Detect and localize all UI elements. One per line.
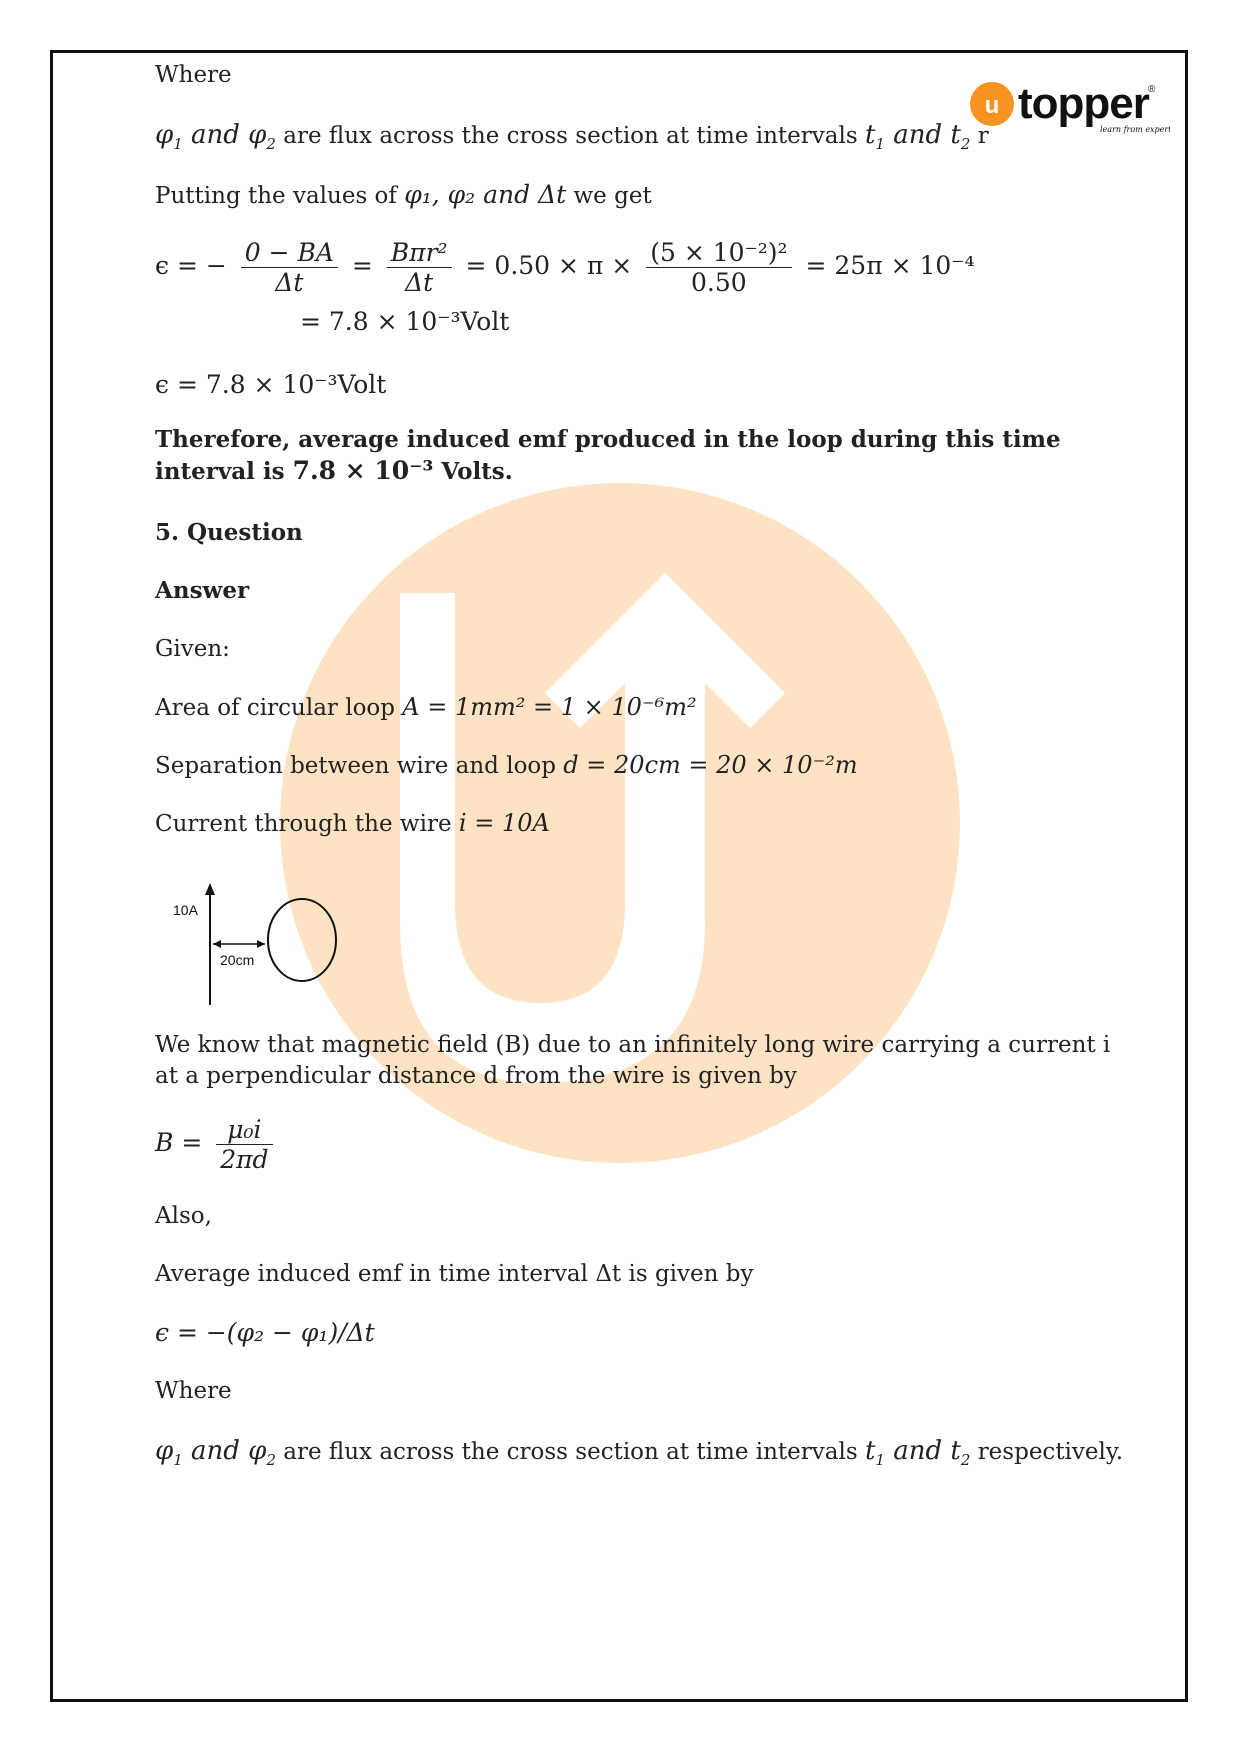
flux-definition-line-2: $\varphi_1$ and $\varphi_2$ are flux across the cross section at time intervals $t_1$ and $t_2$ respectively. xyxy=(155,1436,1124,1470)
svg-text:topper: topper xyxy=(1018,79,1149,128)
flux-text-2: are flux across the cross section at time intervals xyxy=(283,1439,858,1465)
putting-values-vars: φ₁, φ₂ and Δt xyxy=(404,180,567,209)
avg-emf-formula: ϵ = −(φ₂ − φ₁)/Δt xyxy=(155,1318,375,1347)
current-line: Current through the wire i = 10A xyxy=(155,809,550,837)
flux-tail-2: respectively. xyxy=(977,1439,1124,1465)
area-line: Area of circular loop A = 1mm² = 1 × 10⁻⁶m² xyxy=(155,693,697,721)
emf-result: ϵ = 7.8 × 10⁻³Volt xyxy=(155,370,387,399)
distance-label: 20cm xyxy=(220,952,255,968)
also-label: Also, xyxy=(155,1203,212,1229)
area-math: A = 1mm² = 1 × 10⁻⁶m² xyxy=(402,693,697,721)
conclusion-line-2: interval is 7.8 × 10⁻³ Volts. xyxy=(155,456,513,485)
conclusion-line-1: Therefore, average induced emf produced in the loop during this time xyxy=(155,426,1061,453)
conclusion-value: 7.8 × 10⁻³ xyxy=(292,456,434,485)
topper-logo xyxy=(970,78,1170,138)
emf-calculation: ϵ = − $\frac{0 - BA}{\Delta t}$ = $\frac{\text{Bπr²}}{\Delta t}$ = 0.50 × π × $\frac{\text{(5 × 10⁻²)²}}{0.50}$ = 25π × 10⁻⁴ xyxy=(155,238,975,297)
distance-arrow-right-icon xyxy=(257,940,265,948)
field-fraction: $\frac{\text{μ₀i}}{2\pi d}$ xyxy=(216,1115,272,1174)
svg-text:®: ® xyxy=(1148,84,1156,95)
field-text-line-2: at a perpendicular distance d from the wire is given by xyxy=(155,1063,797,1089)
where-label-2: Where xyxy=(155,1378,232,1404)
wire-loop-diagram xyxy=(165,880,365,1010)
field-text-line-1: We know that magnetic field (B) due to an infinitely long wire carrying a current i xyxy=(155,1032,1111,1058)
emf-calculation-line-2: = 7.8 × 10⁻³Volt xyxy=(300,307,510,336)
question-heading: 5. Question xyxy=(155,519,303,546)
avg-emf-text: Average induced emf in time interval Δt is given by xyxy=(155,1261,754,1287)
separation-math: d = 20cm = 20 × 10⁻²m xyxy=(563,751,858,779)
fraction-3: $\frac{\text{(5 × 10⁻²)²}}{0.50}$ xyxy=(646,238,791,297)
svg-text:u: u xyxy=(984,92,1000,119)
current-arrow-icon xyxy=(205,883,215,895)
separation-line: Separation between wire and loop d = 20cm = 20 × 10⁻²m xyxy=(155,751,858,779)
putting-values-line: Putting the values of φ₁, φ₂ and Δt we get xyxy=(155,180,652,209)
flux-tail-1: r xyxy=(977,123,989,149)
fraction-2: $\frac{\text{Bπr²}}{\Delta t}$ xyxy=(387,238,452,297)
current-math: i = 10A xyxy=(458,809,550,837)
where-label-1: Where xyxy=(155,62,232,88)
current-label: 10A xyxy=(173,902,198,918)
field-formula: B = $\frac{\text{μ₀i}}{2\pi d}$ xyxy=(155,1115,279,1174)
distance-arrow-left-icon xyxy=(213,940,221,948)
answer-heading: Answer xyxy=(155,577,250,604)
fraction-1: $\frac{0 - BA}{\Delta t}$ xyxy=(241,238,338,297)
svg-text:learn from experts: learn from experts xyxy=(1100,125,1170,134)
flux-definition-line-1: $\varphi_1$ and $\varphi_2$ are flux across the cross section at time intervals $t_1$ and $t_2$ r xyxy=(155,120,989,154)
circular-loop xyxy=(268,899,336,981)
flux-text-1: are flux across the cross section at time intervals xyxy=(283,123,858,149)
given-label: Given: xyxy=(155,636,230,662)
